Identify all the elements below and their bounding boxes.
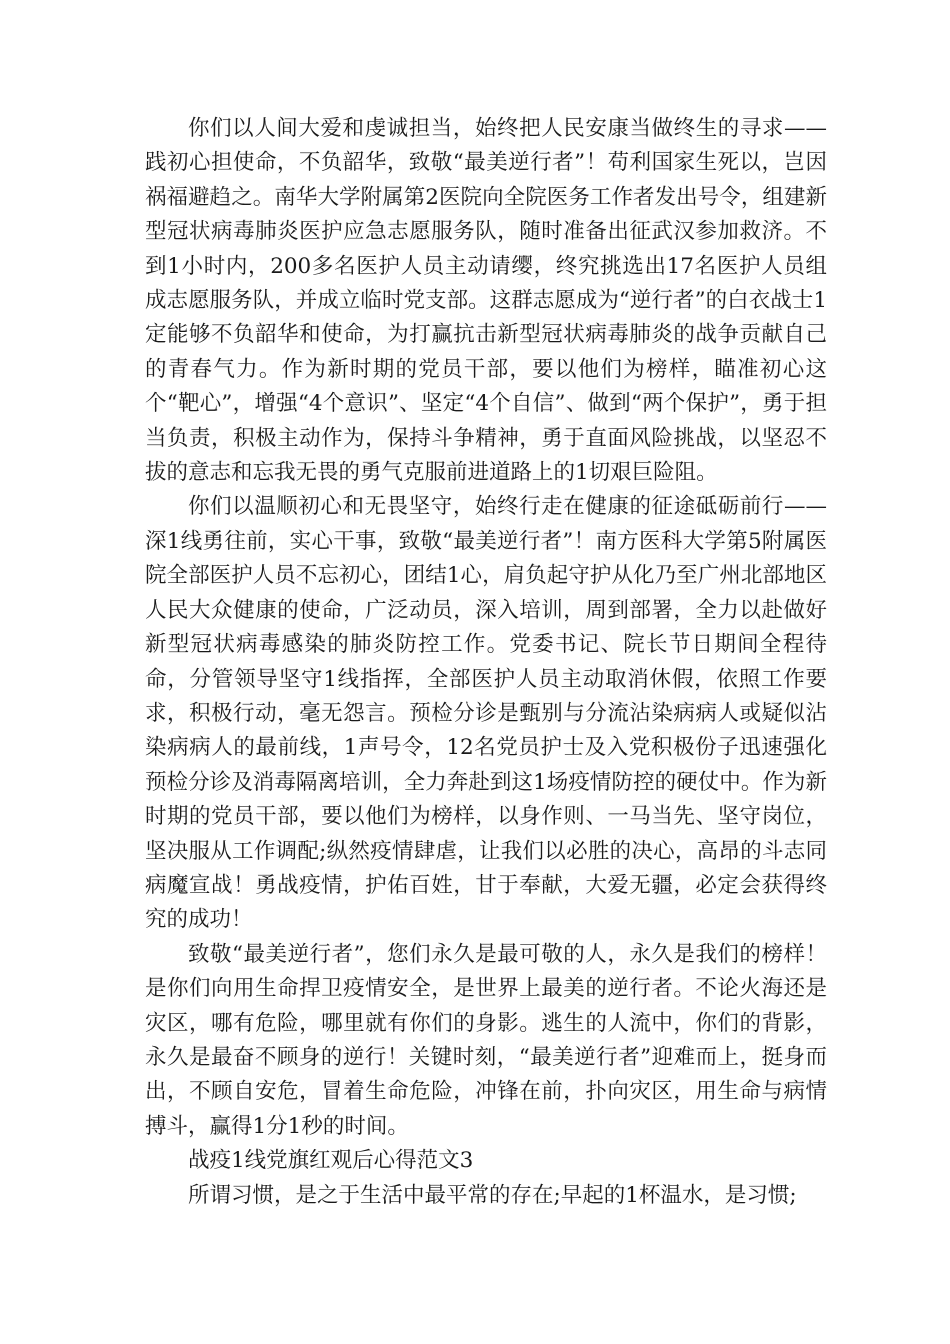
body-paragraph-4: 所谓习惯，是之于生活中最平常的存在;早起的1杯温水，是习惯;	[188, 1182, 797, 1208]
document-page	[145, 112, 827, 1213]
body-paragraph-3: 致敬“最美逆行者”，您们永久是最可敬的人，永久是我们的榜样！是你们向用生命捍卫疫情安全，是世界上最美的逆行者。不论火海还是灾区，哪有危险，哪里就有你们的身影。逃生的人流中，你们的背影，永久是最奋不顾身的逆行！关键时刻，“最美逆行者”迎难而上，挺身而出，不顾自安危，冒着生命危险，冲锋在前，扑向灾区，用生命与病情搏斗，赢得1分1秒的时间。	[145, 941, 827, 1139]
body-paragraph-1: 你们以人间大爱和虔诚担当，始终把人民安康当做终生的寻求——践初心担使命，不负韶华，致敬“最美逆行者”！苟利国家生死以，岂因祸福避趋之。南华大学附属第2医院向全院医务工作者发出号令，组建新型冠状病毒肺炎医护应急志愿服务队，随时准备出征武汉参加救济。不到1小时内，200多名医护人员主动请缨，终究挑选出17名医护人员组成志愿服务队，并成立临时党支部。这群志愿成为“逆行者”的白衣战士1定能够不负韶华和使命，为打赢抗击新型冠状病毒肺炎的战争贡献自己的青春气力。作为新时期的党员干部，要以他们为榜样，瞄准初心这个“靶心”，增强“4个意识”、坚定“4个自信”、做到“两个保护”，勇于担当负责，积极主动作为，保持斗争精神，勇于直面风险挑战，以坚忍不拔的意志和忘我无畏的勇气克服前进道路上的1切艰巨险阻。	[145, 116, 827, 486]
body-paragraph-2: 你们以温顺初心和无畏坚守，始终行走在健康的征途砥砺前行——深1线勇往前，实心干事，致敬“最美逆行者”！南方医科大学第5附属医院全部医护人员不忘初心，团结1心，肩负起守护从化乃至广州北部地区人民大众健康的使命，广泛动员，深入培训，周到部署，全力以赴做好新型冠状病毒感染的肺炎防控工作。党委书记、院长节日期间全程待命，分管领导坚守1线指挥，全部医护人员主动取消休假，依照工作要求，积极行动，毫无怨言。预检分诊是甄别与分流沾染病病人或疑似沾染病病人的最前线，1声号令，12名党员护士及入党积极份子迅速强化预检分诊及消毒隔离培训，全力奔赴到这1场疫情防控的硬仗中。作为新时期的党员干部，要以他们为榜样，以身作则、一马当先、坚守岗位，坚决服从工作调配;纵然疫情肆虐，让我们以必胜的决心，高昂的斗志同病魔宣战！勇战疫情，护佑百姓，甘于奉献，大爱无疆，必定会获得终究的成功！	[145, 494, 827, 933]
section-heading: 战疫1线党旗红观后心得范文3	[188, 1148, 474, 1174]
